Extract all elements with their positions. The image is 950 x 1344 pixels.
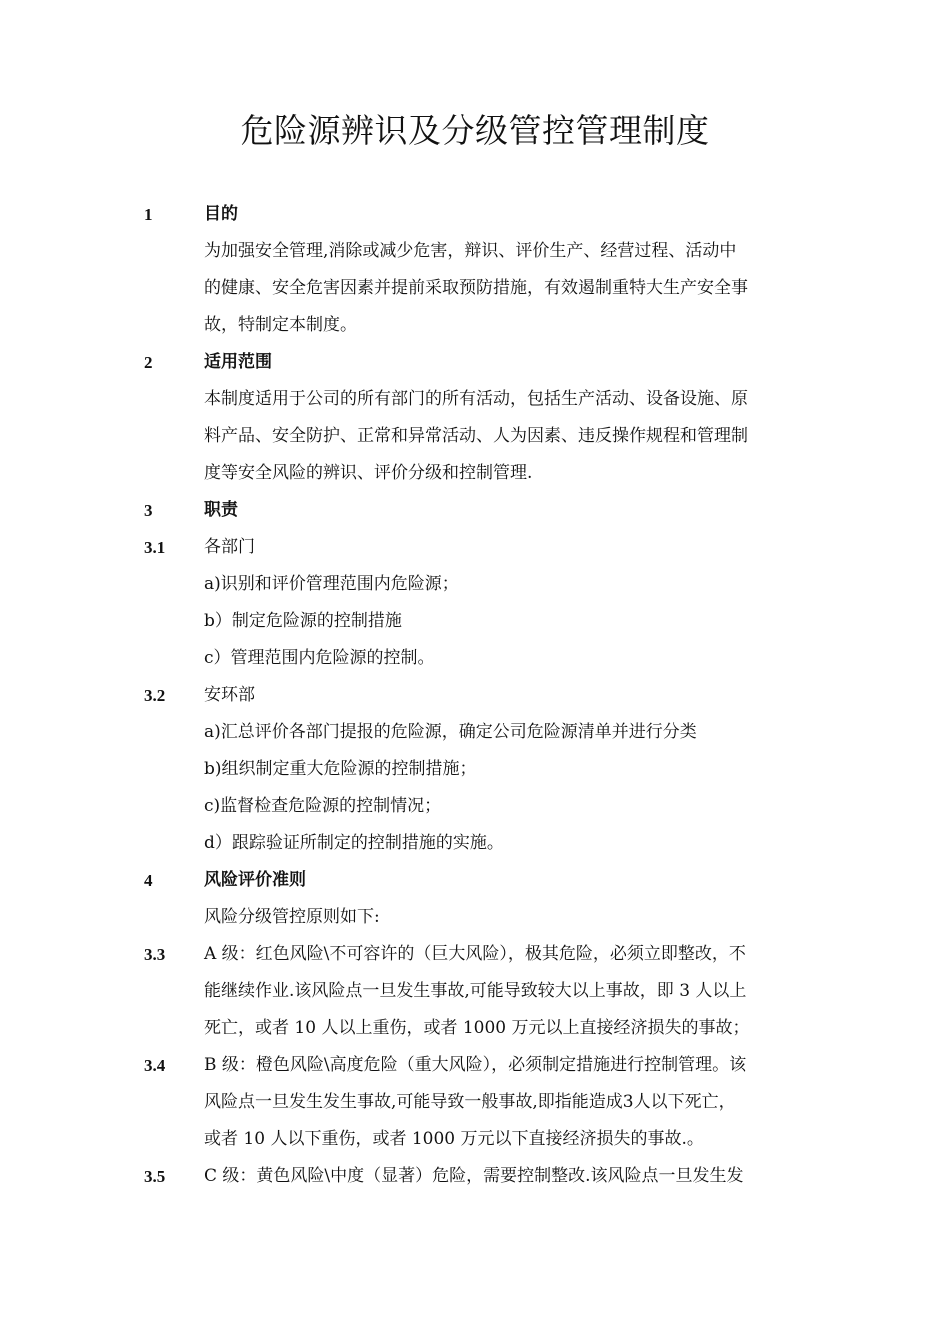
paragraph-line: 风险分级管控原则如下: — [204, 907, 380, 927]
subsection-number: 3.4 — [144, 1056, 166, 1075]
paragraph-line: 本制度适用于公司的所有部门的所有活动，包括生产活动、设备设施、原 — [204, 389, 748, 409]
section-heading: 目的 — [204, 204, 238, 224]
paragraph-line: 料产品、安全防护、正常和异常活动、人为因素、违反操作规程和管理制 — [204, 426, 748, 446]
section-3-heading — [144, 492, 812, 529]
section-number: 4 — [144, 871, 153, 890]
list-item: d）跟踪验证所制定的控制措施的实施。 — [204, 833, 504, 853]
section-heading: 适用范围 — [204, 352, 272, 372]
section-1-heading — [144, 196, 812, 233]
paragraph-line: C 级：黄色风险\中度（显著）危险，需要控制整改.该风险点一旦发生发 — [204, 1166, 744, 1186]
list-item: b)组织制定重大危险源的控制措施； — [204, 759, 477, 779]
section-4-heading — [144, 862, 812, 899]
paragraph-line: 死亡，或者 10 人以上重伤，或者 1000 万元以上直接经济损失的事故； — [204, 1018, 750, 1038]
list-item: a)识别和评价管理范围内危险源； — [204, 574, 459, 594]
list-item: a)汇总评价各部门提报的危险源，确定公司危险源清单并进行分类 — [204, 722, 697, 742]
paragraph-line: 为加强安全管理,消除或减少危害，辩识、评价生产、经营过程、活动中 — [204, 241, 737, 261]
subsection-3-1-heading — [144, 529, 812, 566]
subsection-number: 3.3 — [144, 945, 166, 964]
subsection-number: 3.1 — [144, 538, 166, 557]
risk-level-b — [144, 1047, 812, 1084]
subsection-heading: 安环部 — [204, 685, 255, 705]
section-number: 3 — [144, 501, 153, 520]
paragraph-line: A 级：红色风险\不可容许的（巨大风险），极其危险，必须立即整改，不 — [204, 944, 746, 964]
section-heading: 职责 — [204, 500, 238, 520]
list-item: c）管理范围内危险源的控制。 — [204, 648, 435, 668]
paragraph-line: 或者 10 人以下重伤，或者 1000 万元以下直接经济损失的事故.。 — [204, 1129, 704, 1149]
paragraph-line: 度等安全风险的辨识、评价分级和控制管理. — [204, 463, 533, 483]
section-number: 1 — [144, 205, 153, 224]
paragraph-line: 能继续作业.该风险点一旦发生事故,可能导致较大以上事故，即 3 人以上 — [204, 981, 747, 1001]
paragraph-line: 风险点一旦发生发生事故,可能导致一般事故,即指能造成3人以下死亡， — [204, 1092, 736, 1112]
paragraph-line: 故，特制定本制度。 — [204, 315, 357, 335]
section-heading: 风险评价准则 — [204, 870, 306, 890]
risk-level-c — [144, 1158, 812, 1195]
section-2-heading — [144, 344, 812, 381]
list-item: c)监督检查危险源的控制情况； — [204, 796, 442, 816]
subsection-number: 3.2 — [144, 686, 166, 705]
document-body — [144, 196, 812, 1195]
section-number: 2 — [144, 353, 153, 372]
subsection-3-2-heading — [144, 677, 812, 714]
document-title: 危险源辨识及分级管控管理制度 — [240, 111, 710, 150]
paragraph-line: 的健康、安全危害因素并提前采取预防措施，有效遏制重特大生产安全事 — [204, 278, 748, 298]
subsection-number: 3.5 — [144, 1167, 166, 1186]
list-item: b）制定危险源的控制措施 — [204, 611, 402, 631]
risk-level-a — [144, 936, 812, 973]
subsection-heading: 各部门 — [204, 537, 255, 557]
paragraph-line: B 级：橙色风险\高度危险（重大风险），必须制定措施进行控制管理。该 — [204, 1055, 747, 1075]
